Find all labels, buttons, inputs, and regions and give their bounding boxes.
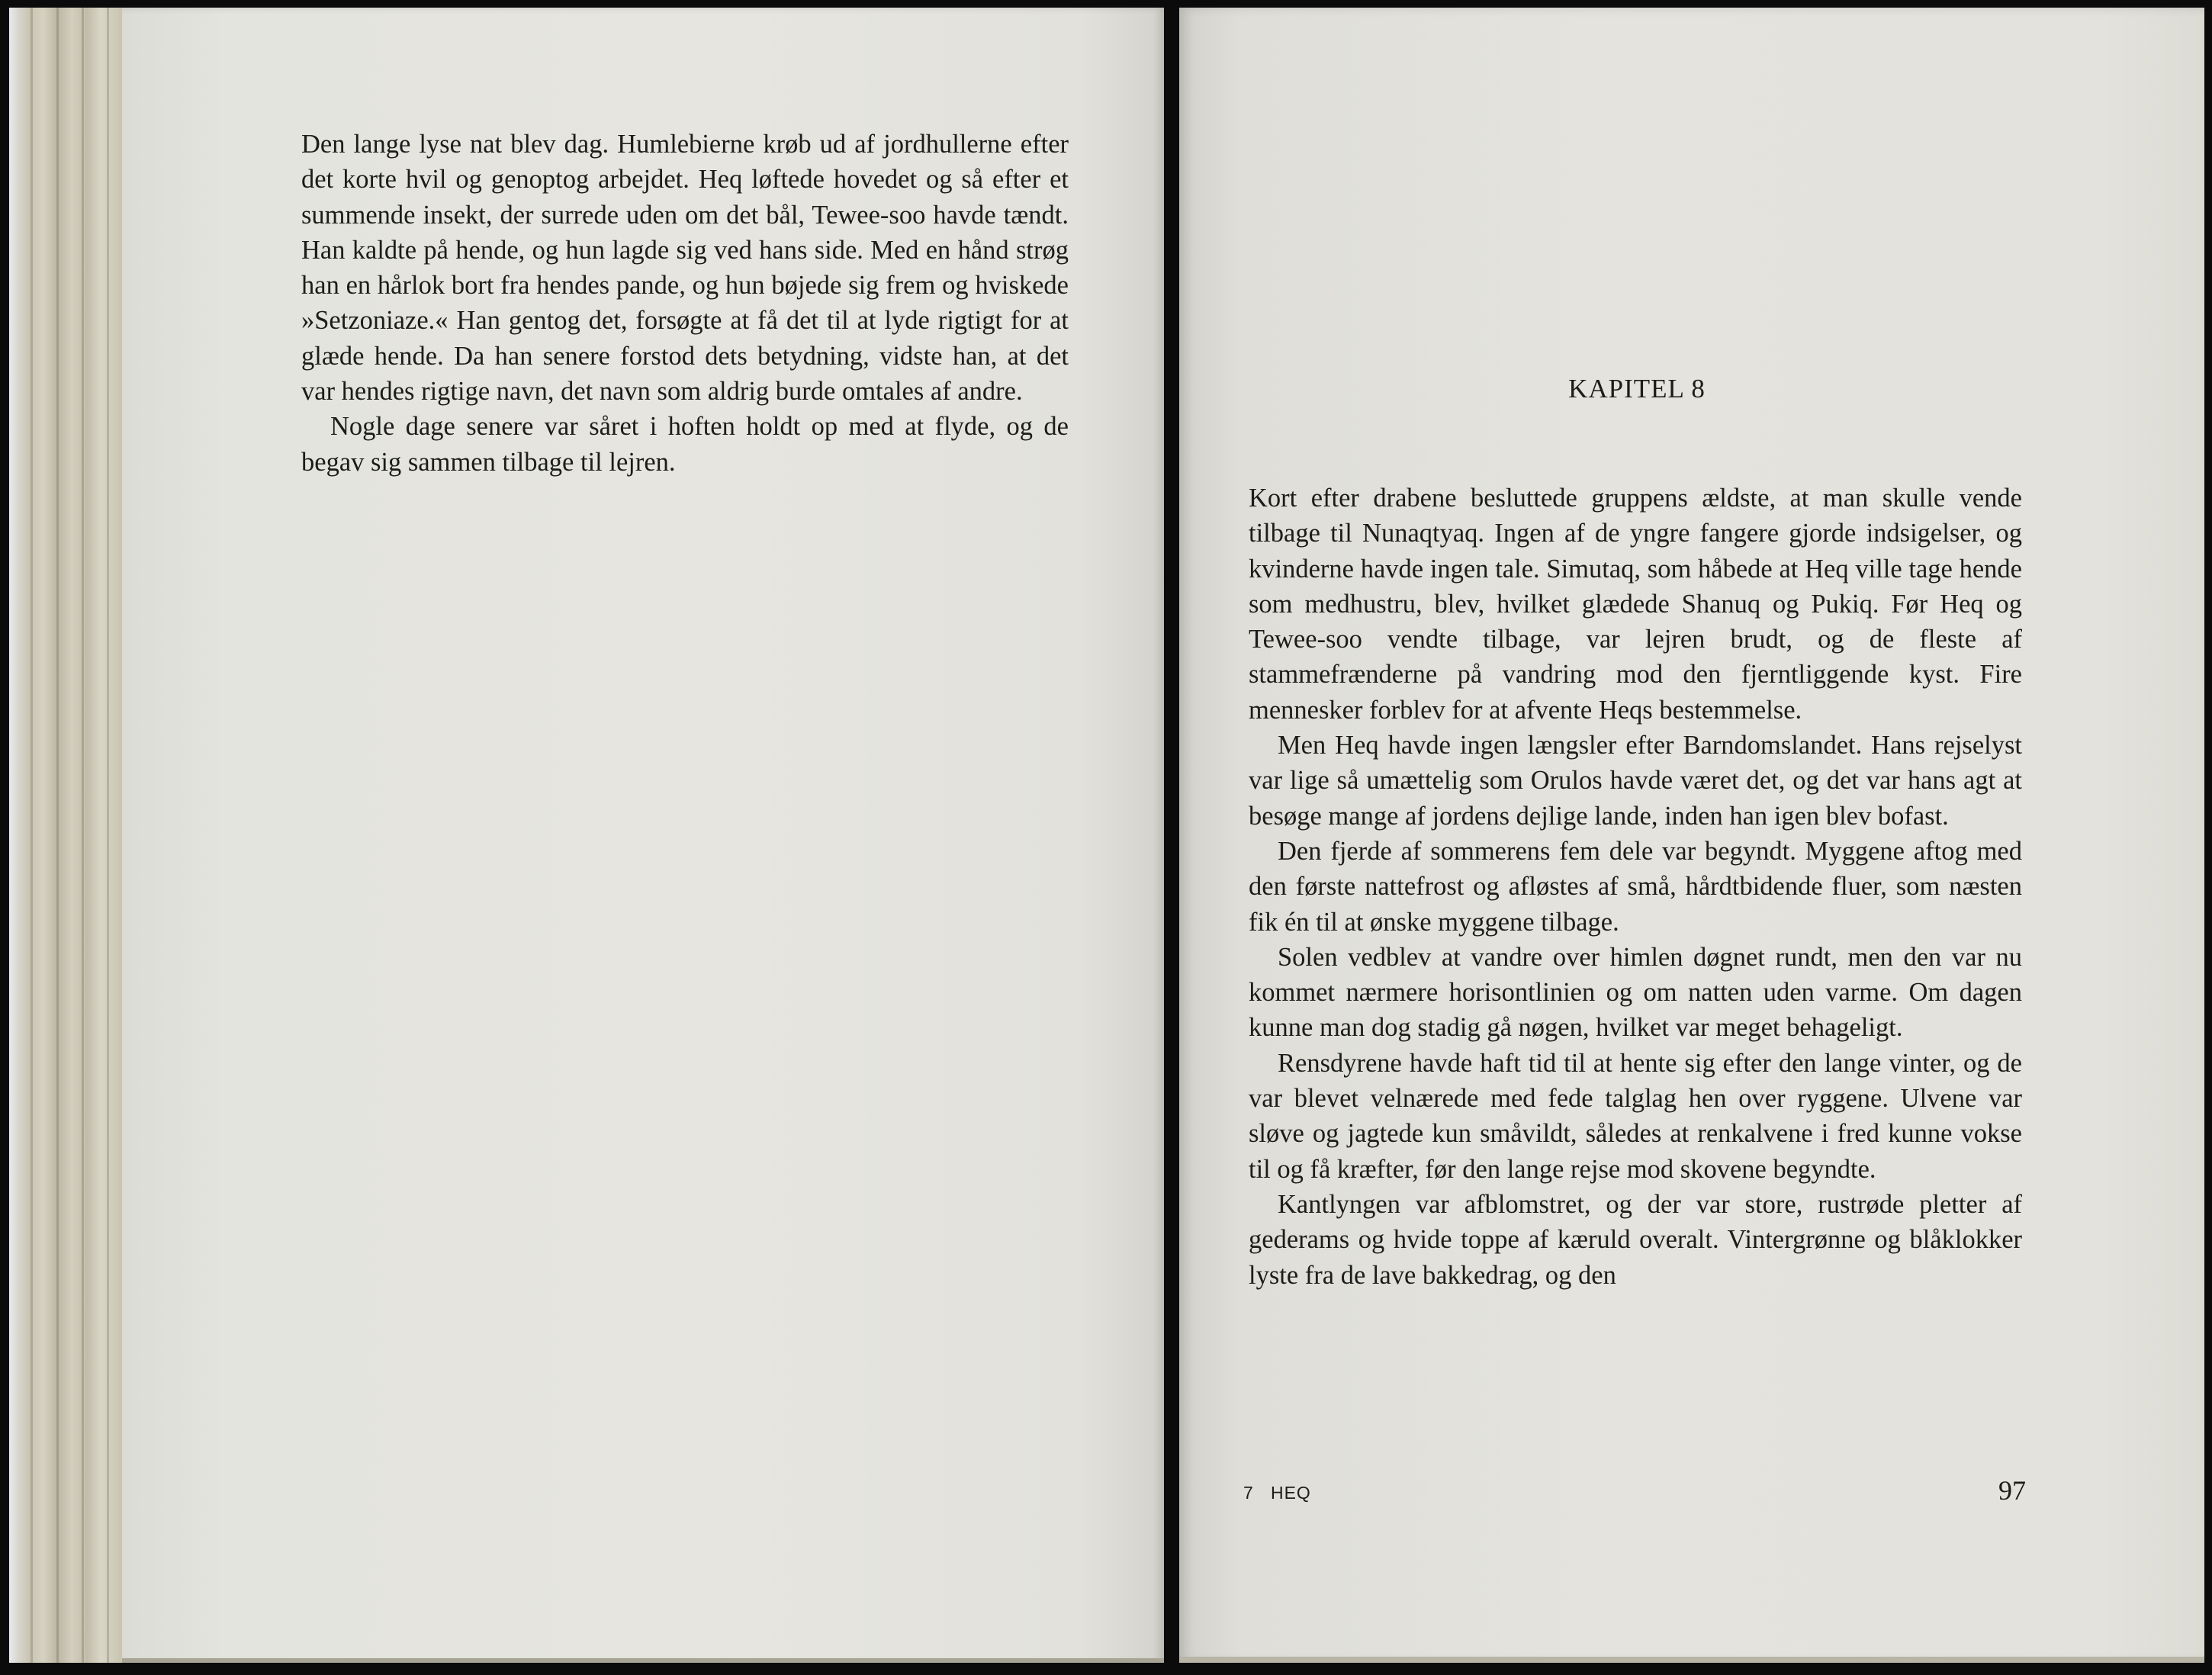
left-page-text [301, 127, 1069, 480]
page-number: 97 [1998, 1475, 2026, 1506]
chapter-heading: KAPITEL 8 [1568, 374, 1706, 403]
running-foot: 7 HEQ [1243, 1483, 1311, 1503]
right-page-text [1249, 481, 2022, 1293]
paragraph: Den lange lyse nat blev dag. Humlebierne krøb ud af jordhullerne efter det korte hvil og genoptog arbejdet. Heq løftede hovedet og så efter et summende insekt, der surrede uden om det bål, Tewee-soo havde tændt. Han kaldte på hende, og hun lagde sig ved hans side. Med en hånd strøg han en hårlok bort fra hendes pande, og hun bøjede sig frem og hviskede »Setzoniaze.« Han gentog det, forsøgte at få det til at lyde rigtigt for at glæde hende. Da han senere forstod dets betydning, vidste han, at det var hendes rigtige navn, det navn som aldrig burde omtales af andre. [301, 130, 1069, 407]
paragraph: Rensdyrene havde haft tid til at hente sig efter den lange vinter, og de var blevet velnærede med fede talglag hen over ryggene. Ulvene var sløve og jagtede kun småvildt, således at renkalvene i fred kunne vokse til og få kræfter, før den lange rejse mod skovene begyndte. [1249, 1048, 2022, 1184]
paragraph: Kantlyngen var afblomstret, og der var store, rustrøde pletter af gederams og hvide toppe af kæruld overalt. Vintergrønne og blåklokker lyste fra de lave bakkedrag, og den [1249, 1189, 2022, 1290]
paragraph: Solen vedblev at vandre over himlen døgnet rundt, men den var nu kommet nærmere horisontlinien og om natten uden varme. Om dagen kunne man dog stadig gå nøgen, hvilket var meget behageligt. [1249, 942, 2022, 1043]
paragraph: Den fjerde af sommerens fem dele var begyndt. Myggene aftog med den første nattefrost og afløstes af små, hårdtbidende fluer, som næsten fik én til at ønske myggene tilbage. [1249, 836, 2022, 937]
paragraph: Nogle dage senere var såret i hoften holdt op med at flyde, og de begav sig sammen tilbage til lejren. [301, 412, 1069, 477]
paragraph: Kort efter drabene besluttede gruppens ældste, at man skulle vende tilbage til Nunaqtyaq. Ingen af de yngre fangere gjorde indsigelser, og kvinderne havde ingen tale. Simutaq, som håbede at Heq ville tage hende som medhustru, blev, hvilket glædede Shanuq og Pukiq. Før Heq og Tewee-soo vendte tilbage, var lejren brudt, og de fleste af stammefrænderne på vandring mod den fjerntliggende kyst. Fire mennesker forblev for at afvente Heqs bestemmelse. [1249, 484, 2022, 725]
page-edges [9, 8, 124, 1663]
paragraph: Men Heq havde ingen længsler efter Barndomslandet. Hans rejselyst var lige så umættelig som Orulos havde været det, og det var hans agt at besøge mange af jordens dejlige lande, inden han igen blev bofast. [1249, 731, 2022, 831]
